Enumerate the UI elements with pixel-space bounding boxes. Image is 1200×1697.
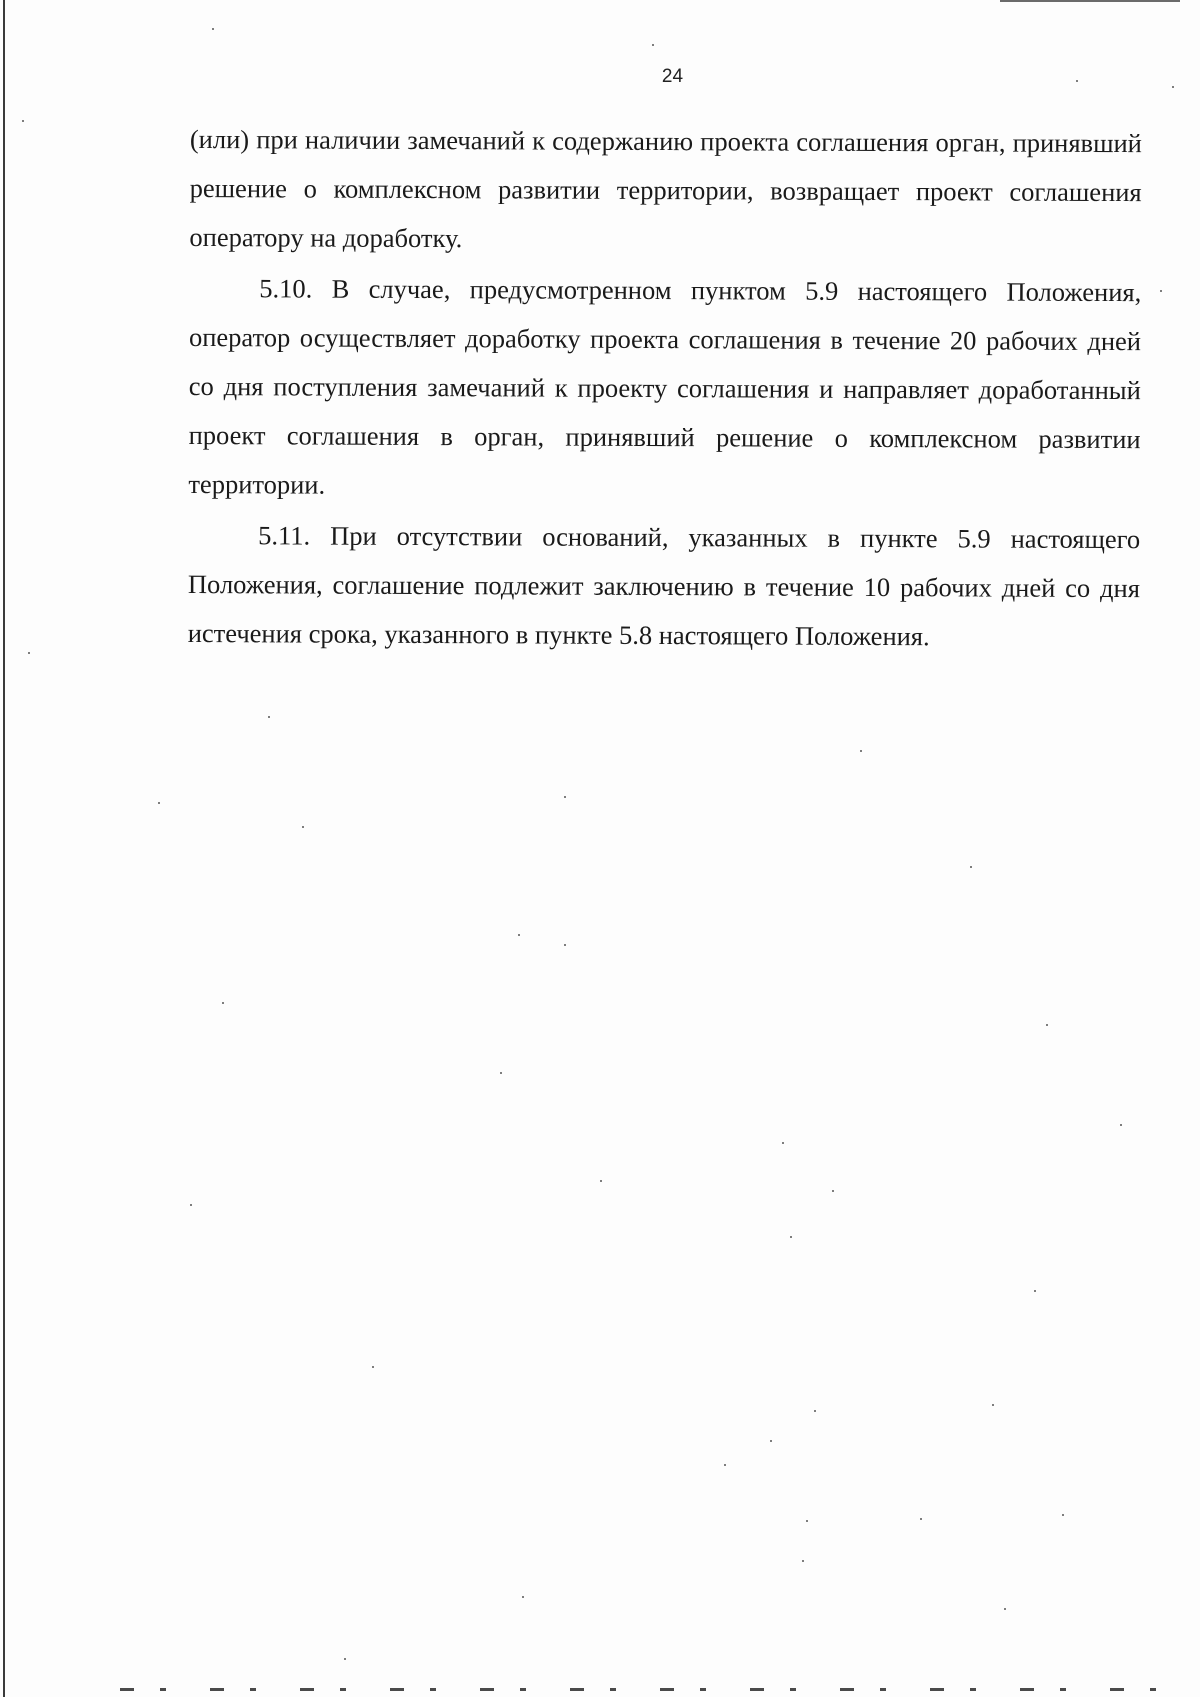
scan-top-border	[1000, 0, 1180, 2]
scan-speck	[212, 28, 214, 30]
scan-speck	[724, 1464, 726, 1466]
scan-speck	[564, 796, 566, 798]
scan-speck	[344, 1658, 346, 1660]
paragraph-5-10: 5.10. В случае, предусмотренном пунктом 5.9 настоящего Положения, оператор осуществляет доработку проекта соглашения в течение 20 рабочих дней со дня поступления замечаний к проекту соглашения и направляет доработанный проект соглашения в орган, принявший решение о комплексном развитии территории.	[188, 273, 1142, 500]
paragraph-5-11: 5.11. При отсутствии оснований, указанных в пункте 5.9 настоящего Положения, соглашение подлежит заключению в течение 10 рабочих дней со дня истечения срока, указанного в пункте 5.8 настоящего Положения.	[187, 520, 1141, 652]
scan-speck	[860, 750, 862, 752]
scan-speck	[782, 1142, 784, 1144]
scan-left-border	[3, 0, 5, 1697]
scan-speck	[1034, 1290, 1036, 1292]
scan-speck	[500, 1072, 502, 1074]
scan-speck	[790, 1236, 792, 1238]
paragraph-continuation: (или) при наличии замечаний к содержанию проекта соглашения орган, принявший решение о комплексном развитии территории, возвращает проект соглашения оператору на доработку.	[189, 123, 1142, 254]
scan-speck	[564, 944, 566, 946]
scan-speck	[1076, 80, 1078, 82]
scan-speck	[522, 1596, 524, 1598]
scan-speck	[372, 1366, 374, 1368]
scan-speck	[158, 802, 160, 804]
document-body	[188, 115, 1142, 662]
scan-speck	[1062, 1514, 1064, 1516]
scan-speck	[1160, 290, 1162, 292]
scan-speck	[1004, 1608, 1006, 1610]
scan-speck	[992, 1404, 994, 1406]
page-number: 24	[661, 66, 684, 87]
scan-speck	[770, 1440, 772, 1442]
scan-speck	[1120, 1124, 1122, 1126]
scan-speck	[802, 1560, 804, 1562]
scan-speck	[600, 1180, 602, 1182]
scan-speck	[1172, 86, 1174, 88]
scan-speck	[806, 1520, 808, 1522]
scan-speck	[652, 44, 654, 46]
scan-speck	[190, 1204, 192, 1206]
scan-speck	[302, 826, 304, 828]
scan-speck	[814, 1410, 816, 1412]
scan-speck	[920, 1518, 922, 1520]
scan-speck	[222, 1002, 224, 1004]
scan-speck	[518, 934, 520, 936]
scan-speck	[832, 1190, 834, 1192]
scan-speck	[28, 652, 30, 654]
scan-speck	[22, 120, 24, 122]
scan-speck	[268, 716, 270, 718]
scan-bottom-border	[120, 1688, 1180, 1691]
scan-speck	[970, 866, 972, 868]
scan-speck	[1046, 1024, 1048, 1026]
